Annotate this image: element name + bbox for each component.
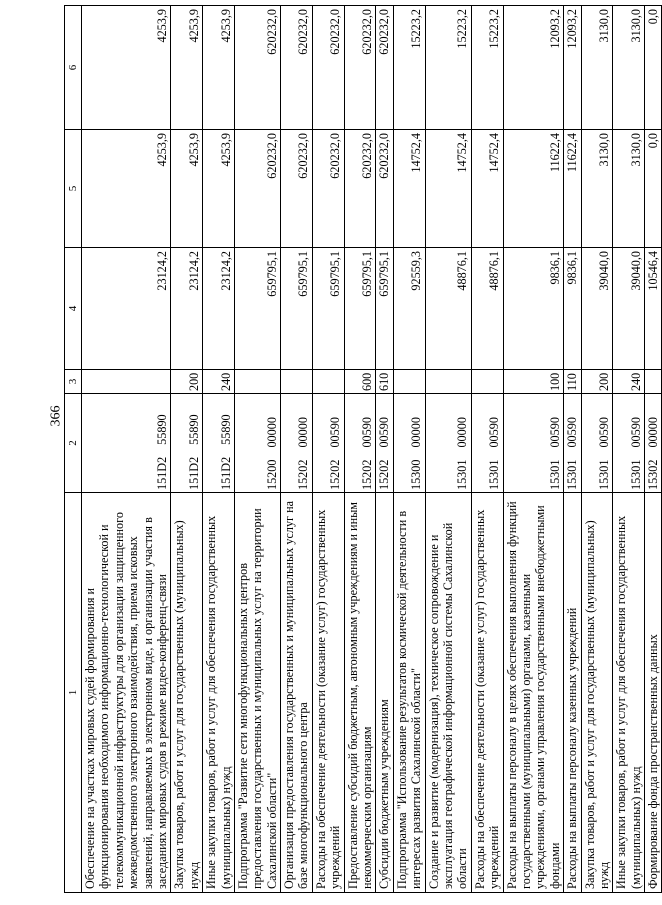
- row-value-col5: 4253,9: [82, 130, 171, 248]
- table-row: [564, 6, 581, 893]
- row-value-col5: 620232,0: [234, 130, 280, 248]
- rotated-table-container: [58, 0, 661, 905]
- row-target-code: [171, 394, 203, 493]
- row-value-col6: 3130,0: [581, 6, 613, 130]
- row-value-col4: 23124,2: [82, 248, 171, 370]
- row-value-col5: 14752,4: [425, 130, 471, 248]
- direction-code: 00590: [596, 417, 611, 448]
- table-row: [203, 6, 235, 893]
- row-description: Расходы на выплаты персоналу казенных учреждений: [564, 493, 581, 893]
- table-header-row: [65, 6, 82, 893]
- row-value-col6: 4253,9: [82, 6, 171, 130]
- table-row: [645, 6, 662, 893]
- row-expense-type: 200: [581, 370, 613, 394]
- program-code: 15301: [628, 459, 643, 490]
- program-code: 15301: [547, 459, 562, 490]
- row-target-code: [344, 394, 376, 493]
- row-value-col6: 620232,0: [281, 6, 313, 130]
- row-value-col6: 620232,0: [344, 6, 376, 130]
- row-value-col6: 15223,2: [393, 6, 425, 130]
- row-expense-type: 240: [203, 370, 235, 394]
- program-code: 15301: [455, 459, 470, 490]
- row-expense-type: [234, 370, 280, 394]
- table-row: [82, 6, 171, 893]
- row-value-col5: 3130,0: [581, 130, 613, 248]
- table-row: [613, 6, 645, 893]
- row-description: Субсидии бюджетным учреждениям: [376, 493, 393, 893]
- row-value-col4: 10546,4: [645, 248, 662, 370]
- row-value-col4: 39040,0: [613, 248, 645, 370]
- direction-code: 00000: [455, 417, 470, 448]
- row-value-col5: 11622,4: [564, 130, 581, 248]
- header-col-3: 3: [65, 370, 82, 394]
- table-row: [234, 6, 280, 893]
- row-value-col6: 620232,0: [234, 6, 280, 130]
- row-value-col5: 620232,0: [312, 130, 344, 248]
- row-value-col5: 0,0: [645, 130, 662, 248]
- row-value-col5: 3130,0: [613, 130, 645, 248]
- row-description: Организация предоставления государственных и муниципальных услуг на базе многофункционального центра: [281, 493, 313, 893]
- row-value-col4: 659795,1: [281, 248, 313, 370]
- row-description: Закупка товаров, работ и услуг для государственных (муниципальных) нужд: [581, 493, 613, 893]
- row-value-col5: 14752,4: [471, 130, 503, 248]
- row-description: Расходы на обеспечение деятельности (оказание услуг) государственных учреждений: [471, 493, 503, 893]
- row-value-col5: 620232,0: [281, 130, 313, 248]
- row-expense-type: [82, 370, 171, 394]
- row-description: Иные закупки товаров, работ и услуг для обеспечения государственных (муниципальных) нужд: [203, 493, 235, 893]
- direction-code: 55890: [154, 414, 169, 445]
- row-target-code: [425, 394, 471, 493]
- row-expense-type: [645, 370, 662, 394]
- row-description: Создание и развитие (модернизация), техническое сопровождение и эксплуатация географической информационной системы Сахалинской области: [425, 493, 471, 893]
- table-row: [281, 6, 313, 893]
- program-code: 15202: [296, 459, 311, 490]
- row-value-col4: 659795,1: [312, 248, 344, 370]
- row-target-code: [503, 394, 564, 493]
- program-code: 15200: [264, 459, 279, 490]
- direction-code: 00000: [296, 417, 311, 448]
- row-expense-type: [471, 370, 503, 394]
- program-code: 15302: [646, 459, 661, 490]
- row-description: Иные закупки товаров, работ и услуг для обеспечения государственных (муниципальных) нужд: [613, 493, 645, 893]
- row-expense-type: 110: [564, 370, 581, 394]
- row-target-code: [376, 394, 393, 493]
- row-expense-type: [281, 370, 313, 394]
- row-value-col6: 0,0: [645, 6, 662, 130]
- row-value-col6: 4253,9: [171, 6, 203, 130]
- row-target-code: [645, 394, 662, 493]
- program-code: 15301: [487, 459, 502, 490]
- table-row: [581, 6, 613, 893]
- row-value-col6: 15223,2: [471, 6, 503, 130]
- row-value-col6: 3130,0: [613, 6, 645, 130]
- row-description: Подпрограмма "Развитие сети многофункциональных центров предоставления государственных и муниципальных услуг на территории Сахалинской области": [234, 493, 280, 893]
- row-value-col6: 620232,0: [312, 6, 344, 130]
- row-expense-type: [312, 370, 344, 394]
- row-description: Закупка товаров, работ и услуг для государственных (муниципальных) нужд: [171, 493, 203, 893]
- table-row: [376, 6, 393, 893]
- row-description: Расходы на обеспечение деятельности (оказание услуг) государственных учреждений: [312, 493, 344, 893]
- row-target-code: [203, 394, 235, 493]
- row-target-code: [613, 394, 645, 493]
- row-value-col6: 12093,2: [503, 6, 564, 130]
- row-value-col6: 12093,2: [564, 6, 581, 130]
- row-value-col4: 48876,1: [425, 248, 471, 370]
- table-row: [171, 6, 203, 893]
- direction-code: 00590: [487, 417, 502, 448]
- row-value-col6: 4253,9: [203, 6, 235, 130]
- direction-code: 00590: [547, 417, 562, 448]
- row-value-col4: 9836,1: [564, 248, 581, 370]
- direction-code: 00590: [628, 417, 643, 448]
- page-number: 366: [48, 405, 64, 427]
- row-description: Формирование фонда пространственных данных: [645, 493, 662, 893]
- direction-code: 00590: [360, 417, 375, 448]
- program-code: 151D2: [154, 456, 169, 490]
- row-description: Предоставление субсидий бюджетным, автономным учреждениям и иным некоммерческим организациям: [344, 493, 376, 893]
- row-value-col4: 659795,1: [344, 248, 376, 370]
- direction-code: 00590: [565, 417, 580, 448]
- row-value-col5: 620232,0: [376, 130, 393, 248]
- row-value-col6: 15223,2: [425, 6, 471, 130]
- header-col-1: 1: [65, 493, 82, 893]
- direction-code: 00000: [409, 417, 424, 448]
- program-code: 15301: [596, 459, 611, 490]
- table-row: [393, 6, 425, 893]
- row-expense-type: 610: [376, 370, 393, 394]
- table-row: [471, 6, 503, 893]
- program-code: 15202: [377, 459, 392, 490]
- header-col-4: 4: [65, 248, 82, 370]
- row-expense-type: 600: [344, 370, 376, 394]
- row-description: Расходы на выплаты персоналу в целях обеспечения выполнения функций государственными (муниципальными) органами, казенными учреждениями, органами управления государственными внебюджетными фондами: [503, 493, 564, 893]
- row-target-code: [312, 394, 344, 493]
- row-value-col4: 659795,1: [234, 248, 280, 370]
- row-value-col5: 14752,4: [393, 130, 425, 248]
- row-target-code: [471, 394, 503, 493]
- row-target-code: [234, 394, 280, 493]
- row-expense-type: [425, 370, 471, 394]
- row-description: Подпрограмма "Использование результатов космической деятельности в интересах развития Сахалинской области": [393, 493, 425, 893]
- row-value-col4: 9836,1: [503, 248, 564, 370]
- program-code: 15202: [328, 459, 343, 490]
- row-value-col4: 659795,1: [376, 248, 393, 370]
- header-col-6: 6: [65, 6, 82, 130]
- row-description: Обеспечение на участках мировых судей формирования и функционирования необходимого информационно-технологической и телекоммуникационной инфраструктуры для организации защищенного межведомственного электронного взаимодействия, приема исковых заявлений, направляемых в электронном виде, и организации участия в заседаниях мировых судов в режиме видео-конференц-связи: [82, 493, 171, 893]
- direction-code: 00000: [264, 417, 279, 448]
- program-code: 15301: [565, 459, 580, 490]
- row-value-col5: 11622,4: [503, 130, 564, 248]
- program-code: 151D2: [218, 456, 233, 490]
- row-value-col6: 620232,0: [376, 6, 393, 130]
- row-expense-type: [393, 370, 425, 394]
- row-target-code: [581, 394, 613, 493]
- row-value-col4: 23124,2: [171, 248, 203, 370]
- row-expense-type: 100: [503, 370, 564, 394]
- table-row: [312, 6, 344, 893]
- row-expense-type: 240: [613, 370, 645, 394]
- row-target-code: [564, 394, 581, 493]
- row-value-col4: 23124,2: [203, 248, 235, 370]
- direction-code: 00590: [377, 417, 392, 448]
- direction-code: 00000: [646, 417, 661, 448]
- table-row: [344, 6, 376, 893]
- row-value-col5: 4253,9: [171, 130, 203, 248]
- row-expense-type: 200: [171, 370, 203, 394]
- direction-code: 55890: [186, 414, 201, 445]
- row-value-col4: 39040,0: [581, 248, 613, 370]
- row-value-col5: 4253,9: [203, 130, 235, 248]
- row-target-code: [393, 394, 425, 493]
- header-col-5: 5: [65, 130, 82, 248]
- row-value-col4: 92559,3: [393, 248, 425, 370]
- program-code: 15300: [409, 459, 424, 490]
- program-code: 15202: [360, 459, 375, 490]
- budget-table: [64, 5, 662, 893]
- row-target-code: [281, 394, 313, 493]
- header-col-2: 2: [65, 394, 82, 493]
- table-row: [503, 6, 564, 893]
- table-row: [425, 6, 471, 893]
- row-value-col4: 48876,1: [471, 248, 503, 370]
- direction-code: 55890: [218, 414, 233, 445]
- program-code: 151D2: [186, 456, 201, 490]
- direction-code: 00590: [328, 417, 343, 448]
- row-target-code: [82, 394, 171, 493]
- page-content: [58, 0, 661, 905]
- row-value-col5: 620232,0: [344, 130, 376, 248]
